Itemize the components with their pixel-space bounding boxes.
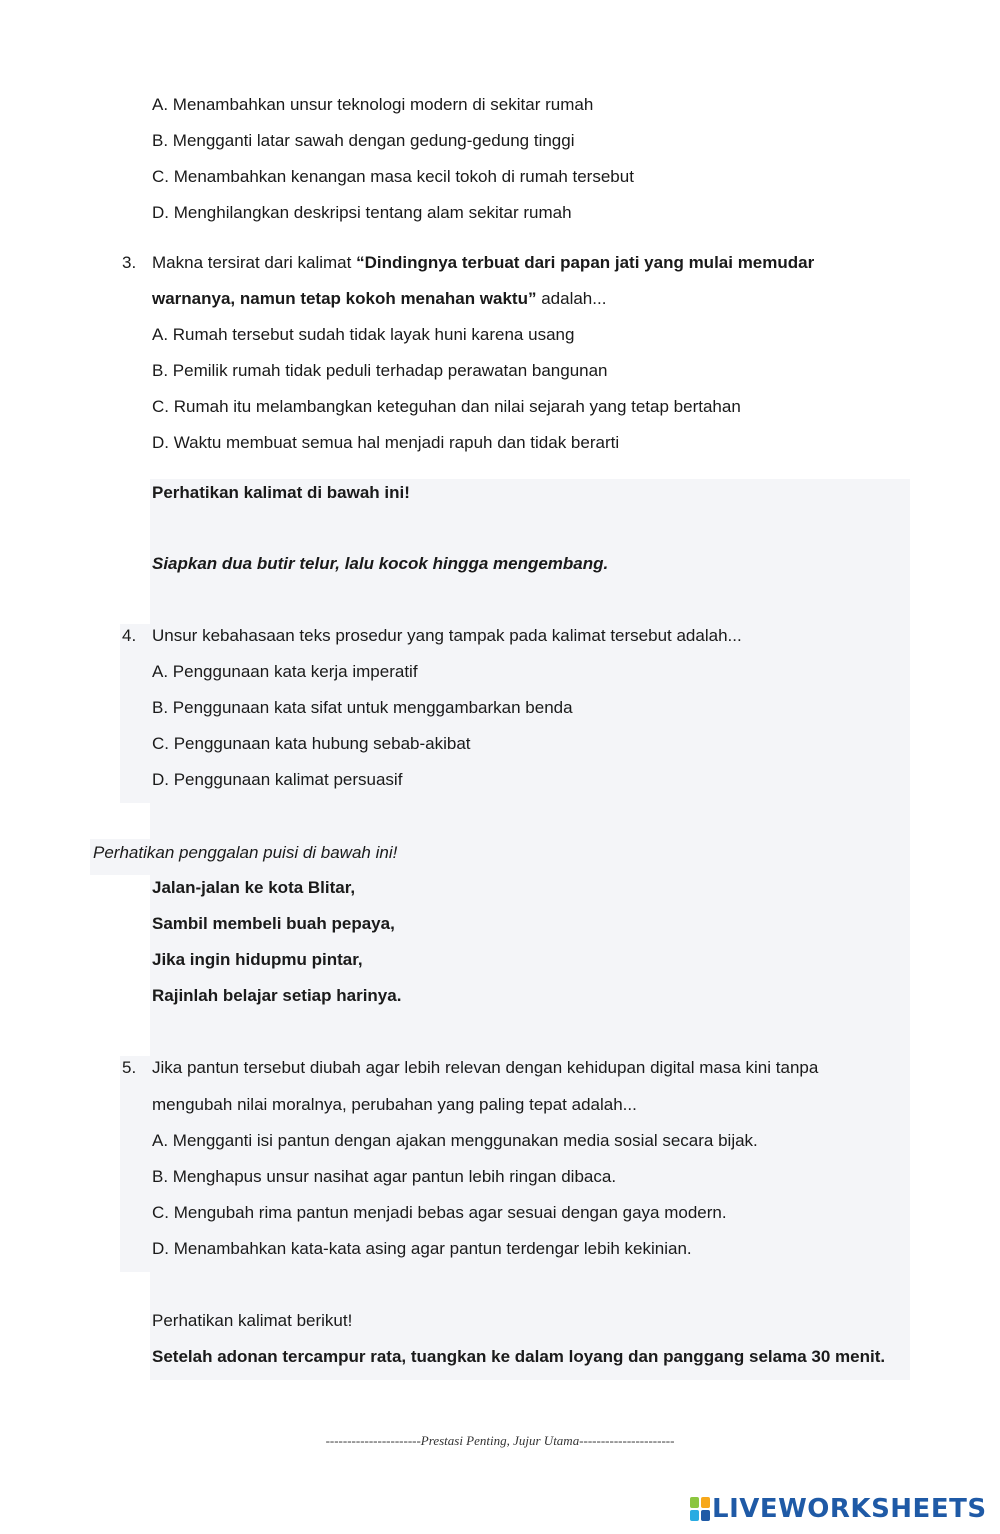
- page-footer: ----------------------Prestasi Penting, Jujur Utama----------------------: [325, 1433, 675, 1448]
- q2-option-b: B. Mengganti latar sawah dengan gedung-gedung tinggi: [152, 131, 575, 150]
- shaded-block-q4-left: [120, 624, 150, 803]
- section6-sentence: Setelah adonan tercampur rata, tuangkan ke dalam loyang dan panggang selama 30 menit.: [152, 1347, 886, 1366]
- q3-option-d: D. Waktu membuat semua hal menjadi rapuh dan tidak berarti: [152, 433, 620, 452]
- shaded-block-q5-left: [120, 1056, 150, 1272]
- q3-number: 3.: [122, 253, 137, 272]
- poem-line-2: Sambil membeli buah pepaya,: [152, 914, 395, 933]
- q4-option-b: B. Penggunaan kata sifat untuk menggambarkan benda: [152, 698, 573, 717]
- q4-option-c: C. Penggunaan kata hubung sebab-akibat: [152, 734, 471, 753]
- section4-sentence: Siapkan dua butir telur, lalu kocok hingga mengembang.: [152, 554, 609, 573]
- poem-line-4: Rajinlah belajar setiap harinya.: [152, 986, 402, 1005]
- q2-option-c: C. Menambahkan kenangan masa kecil tokoh di rumah tersebut: [152, 167, 634, 186]
- q2-option-a: A. Menambahkan unsur teknologi modern di sekitar rumah: [152, 95, 594, 114]
- poem-line-1: Jalan-jalan ke kota Blitar,: [152, 878, 356, 897]
- q5-option-a: A. Mengganti isi pantun dengan ajakan menggunakan media sosial secara bijak.: [152, 1131, 758, 1150]
- q4-option-a: A. Penggunaan kata kerja imperatif: [152, 662, 418, 681]
- logo-square-lightblue: [690, 1510, 699, 1521]
- q2-option-d: D. Menghilangkan deskripsi tentang alam sekitar rumah: [152, 203, 572, 222]
- q5-question-line1: Jika pantun tersebut diubah agar lebih relevan dengan kehidupan digital masa kini tanpa: [152, 1058, 819, 1077]
- q5-number: 5.: [122, 1058, 137, 1077]
- liveworksheets-logo-icon: [690, 1497, 710, 1521]
- section6-instruction: Perhatikan kalimat berikut!: [152, 1311, 353, 1330]
- section5-instruction: Perhatikan penggalan puisi di bawah ini!: [93, 843, 398, 862]
- q3-quote-line1: “Dindingnya terbuat dari papan jati yang mulai memudar: [356, 253, 815, 272]
- q4-number: 4.: [122, 626, 137, 645]
- q3-prefix: Makna tersirat dari kalimat: [152, 253, 357, 272]
- q3-option-a: A. Rumah tersebut sudah tidak layak huni karena usang: [152, 325, 575, 344]
- q5-option-d: D. Menambahkan kata-kata asing agar pantun terdengar lebih kekinian.: [152, 1239, 692, 1258]
- q5-option-c: C. Mengubah rima pantun menjadi bebas agar sesuai dengan gaya modern.: [152, 1203, 727, 1222]
- q3-suffix: adalah...: [536, 289, 607, 308]
- section4-instruction: Perhatikan kalimat di bawah ini!: [152, 483, 410, 502]
- logo-square-orange: [701, 1497, 710, 1508]
- liveworksheets-logo[interactable]: [690, 1492, 987, 1526]
- q3-question-line2: [152, 288, 606, 310]
- poem-line-3: Jika ingin hidupmu pintar,: [152, 950, 363, 969]
- q4-question: Unsur kebahasaan teks prosedur yang tampak pada kalimat tersebut adalah...: [152, 626, 742, 645]
- q5-question-line2: mengubah nilai moralnya, perubahan yang paling tepat adalah...: [152, 1095, 637, 1114]
- logo-square-blue: [701, 1510, 710, 1521]
- logo-square-green: [690, 1497, 699, 1508]
- q3-question-line1: [152, 252, 814, 274]
- liveworksheets-logo-text: LIVEWORKSHEETS: [712, 1494, 987, 1524]
- q5-option-b: B. Menghapus unsur nasihat agar pantun lebih ringan dibaca.: [152, 1167, 617, 1186]
- q3-option-c: C. Rumah itu melambangkan keteguhan dan nilai sejarah yang tetap bertahan: [152, 397, 741, 416]
- q3-option-b: B. Pemilik rumah tidak peduli terhadap perawatan bangunan: [152, 361, 608, 380]
- q3-quote-line2: warnanya, namun tetap kokoh menahan waktu”: [152, 289, 537, 308]
- q4-option-d: D. Penggunaan kalimat persuasif: [152, 770, 403, 789]
